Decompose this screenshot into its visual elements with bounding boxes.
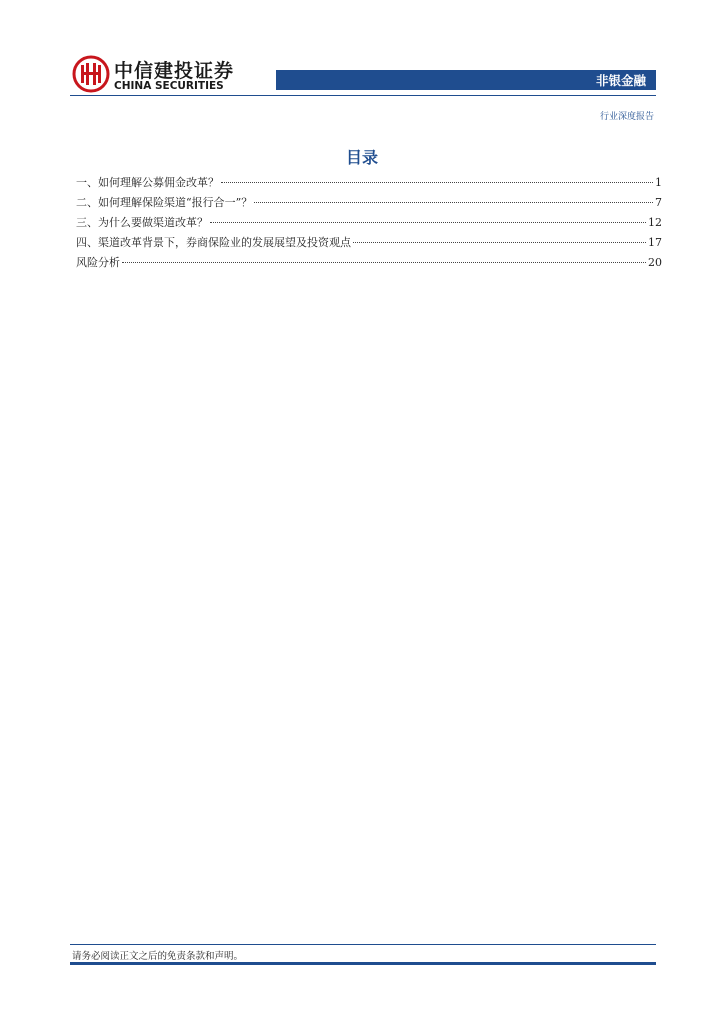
toc-entry-text: 四、渠道改革背景下，券商保险业的发展展望及投资观点 bbox=[76, 236, 351, 249]
toc-entry[interactable] bbox=[76, 214, 662, 234]
section-label: 非银金融 bbox=[595, 73, 646, 88]
toc-entry[interactable] bbox=[76, 194, 662, 214]
toc-entry[interactable] bbox=[76, 234, 662, 254]
toc-entry[interactable] bbox=[76, 254, 662, 274]
toc-entry-page: 1 bbox=[655, 176, 662, 189]
report-type: 行业深度报告 bbox=[599, 112, 654, 122]
citic-logo-icon bbox=[72, 55, 110, 93]
toc-leader-dots bbox=[254, 202, 653, 203]
table-of-contents bbox=[76, 174, 662, 274]
toc-leader-dots bbox=[210, 222, 646, 223]
toc-entry-page: 12 bbox=[648, 216, 662, 229]
toc-entry-text: 三、为什么要做渠道改革？ bbox=[76, 216, 208, 229]
toc-entry-text: 二、如何理解保险渠道“报行合一”？ bbox=[76, 196, 253, 209]
company-logo bbox=[72, 55, 235, 95]
toc-entry-text: 一、如何理解公募佣金改革？ bbox=[76, 176, 219, 189]
footer-divider-bottom bbox=[70, 962, 656, 965]
toc-entry-page: 7 bbox=[655, 196, 662, 209]
footer-disclaimer: 请务必阅读正文之后的免责条款和声明。 bbox=[72, 951, 244, 962]
toc-title: 目录 bbox=[345, 148, 378, 167]
header-divider bbox=[70, 95, 656, 96]
toc-entry[interactable] bbox=[76, 174, 662, 194]
toc-entry-page: 20 bbox=[648, 256, 662, 269]
logo-english-name: CHINA SECURITIES bbox=[114, 80, 224, 92]
toc-leader-dots bbox=[122, 262, 646, 263]
header-bar bbox=[276, 70, 656, 90]
toc-entry-page: 17 bbox=[648, 236, 662, 249]
footer-divider-top bbox=[70, 944, 656, 945]
logo-chinese-name: 中信建投证券 bbox=[114, 60, 235, 82]
toc-leader-dots bbox=[221, 182, 653, 183]
toc-entry-text: 风险分析 bbox=[76, 256, 120, 269]
toc-leader-dots bbox=[353, 242, 646, 243]
